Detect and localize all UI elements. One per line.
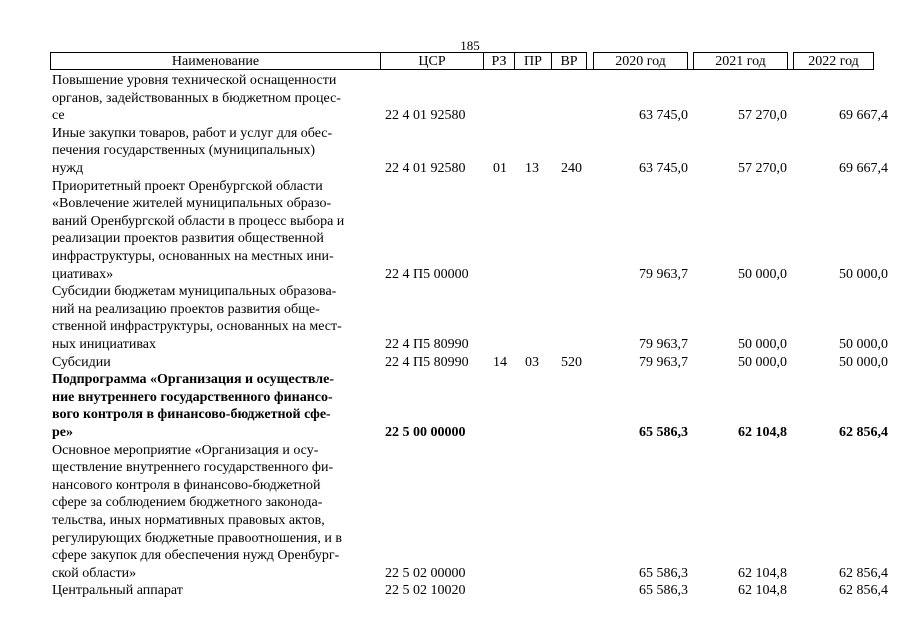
row-y2021: 50 000,0 [738, 354, 787, 370]
row-name [52, 442, 377, 583]
row-name-line: се [52, 108, 65, 124]
row-name-line: Центральный аппарат [52, 583, 183, 599]
row-csr: 22 5 00 00000 [385, 424, 466, 440]
row-name [52, 125, 377, 178]
row-name-line: циативах» [52, 266, 114, 282]
row-y2022: 69 667,4 [839, 160, 888, 176]
table-row [0, 72, 905, 125]
row-y2021: 57 270,0 [738, 108, 787, 124]
header-vr: ВР [551, 52, 587, 70]
row-name-line: Иные закупки товаров, работ и услуг для обес- [52, 125, 333, 141]
row-name-line: нансового контроля в финансово-бюджетной [52, 477, 321, 493]
row-name-line: органов, задействованных в бюджетном процес- [52, 90, 341, 106]
row-name-line: ний на реализацию проектов развития обще- [52, 301, 320, 317]
row-y2022: 62 856,4 [839, 565, 888, 581]
row-name-line: инфраструктуры, основанных на местных ини- [52, 248, 334, 264]
row-y2020: 63 745,0 [639, 108, 688, 124]
page-number: 185 [460, 38, 480, 53]
row-name [52, 72, 377, 125]
row-y2021: 62 104,8 [738, 565, 787, 581]
row-name-line: ние внутреннего государственного финансо- [52, 389, 333, 405]
row-name-line: вого контроля в финансово-бюджетной сфе- [52, 407, 331, 423]
header-2020: 2020 год [593, 52, 688, 70]
row-csr: 22 4 01 92580 [385, 108, 466, 124]
table-row [0, 582, 905, 600]
row-name-line: Подпрограмма «Организация и осуществле- [52, 372, 335, 388]
row-y2020: 63 745,0 [639, 160, 688, 176]
row-csr: 22 4 П5 80990 [385, 354, 469, 370]
row-y2022: 50 000,0 [839, 354, 888, 370]
row-name [52, 283, 377, 353]
row-y2020: 79 963,7 [639, 266, 688, 282]
row-csr: 22 5 02 00000 [385, 565, 466, 581]
row-name-line: ваний Оренбургской области в процесс выбора и [52, 213, 345, 229]
table-row [0, 283, 905, 353]
row-y2020: 65 586,3 [639, 565, 688, 581]
row-csr: 22 4 П5 80990 [385, 336, 469, 352]
row-name-line: сфере за соблюдением бюджетного законода- [52, 495, 323, 511]
row-name-line: регулирующих бюджетные правоотношения, и в [52, 530, 342, 546]
row-name-line: реализации проектов развития общественной [52, 231, 324, 247]
row-y2021: 57 270,0 [738, 160, 787, 176]
row-name-line: сфере закупок для обеспечения нужд Оренбург- [52, 548, 340, 564]
row-y2020: 65 586,3 [639, 583, 688, 599]
row-name-line: нужд [52, 160, 84, 176]
row-name-line: Субсидии бюджетам муниципальных образова- [52, 284, 337, 300]
header-rz: РЗ [483, 52, 515, 70]
row-name-line: ществление внутреннего государственного фи- [52, 460, 334, 476]
row-pr: 13 [525, 160, 539, 176]
row-name-line: Основное мероприятие «Организация и осу- [52, 442, 319, 458]
row-csr: 22 4 П5 00000 [385, 266, 469, 282]
table-row [0, 442, 905, 583]
row-y2022: 62 856,4 [839, 424, 888, 440]
row-y2022: 50 000,0 [839, 336, 888, 352]
row-name [52, 178, 377, 284]
row-rz: 01 [493, 160, 507, 176]
row-y2022: 69 667,4 [839, 108, 888, 124]
row-y2020: 79 963,7 [639, 336, 688, 352]
row-name-line: печения государственных (муниципальных) [52, 143, 315, 159]
header-pr: ПР [514, 52, 552, 70]
row-name-line: тельства, иных нормативных правовых актов, [52, 512, 325, 528]
row-y2020: 65 586,3 [639, 424, 688, 440]
row-y2022: 50 000,0 [839, 266, 888, 282]
table-row [0, 354, 905, 372]
header-csr: ЦСР [380, 52, 484, 70]
row-csr: 22 4 01 92580 [385, 160, 466, 176]
table-row [0, 178, 905, 284]
row-name-line: ре» [52, 424, 73, 440]
header-2021: 2021 год [693, 52, 788, 70]
row-name [52, 354, 377, 372]
row-name [52, 582, 377, 600]
row-name-line: Повышение уровня технической оснащенности [52, 73, 337, 88]
header-2022: 2022 год [793, 52, 874, 70]
row-name-line: ской области» [52, 565, 137, 581]
row-pr: 03 [525, 354, 539, 370]
row-vr: 240 [561, 160, 582, 176]
row-name [52, 371, 377, 441]
header-name: Наименование [50, 52, 381, 70]
row-y2021: 62 104,8 [738, 583, 787, 599]
table-row [0, 125, 905, 178]
table-row [0, 371, 905, 441]
row-y2021: 50 000,0 [738, 336, 787, 352]
row-y2021: 50 000,0 [738, 266, 787, 282]
row-name-line: «Вовлечение жителей муниципальных образо- [52, 196, 332, 212]
row-rz: 14 [493, 354, 507, 370]
row-y2021: 62 104,8 [738, 424, 787, 440]
row-name-line: ных инициативах [52, 336, 156, 352]
row-name-line: ственной инфраструктуры, основанных на мест- [52, 319, 342, 335]
row-y2020: 79 963,7 [639, 354, 688, 370]
row-csr: 22 5 02 10020 [385, 583, 466, 599]
row-name-line: Приоритетный проект Оренбургской области [52, 178, 323, 194]
row-y2022: 62 856,4 [839, 583, 888, 599]
row-name-line: Субсидии [52, 354, 111, 370]
row-vr: 520 [561, 354, 582, 370]
